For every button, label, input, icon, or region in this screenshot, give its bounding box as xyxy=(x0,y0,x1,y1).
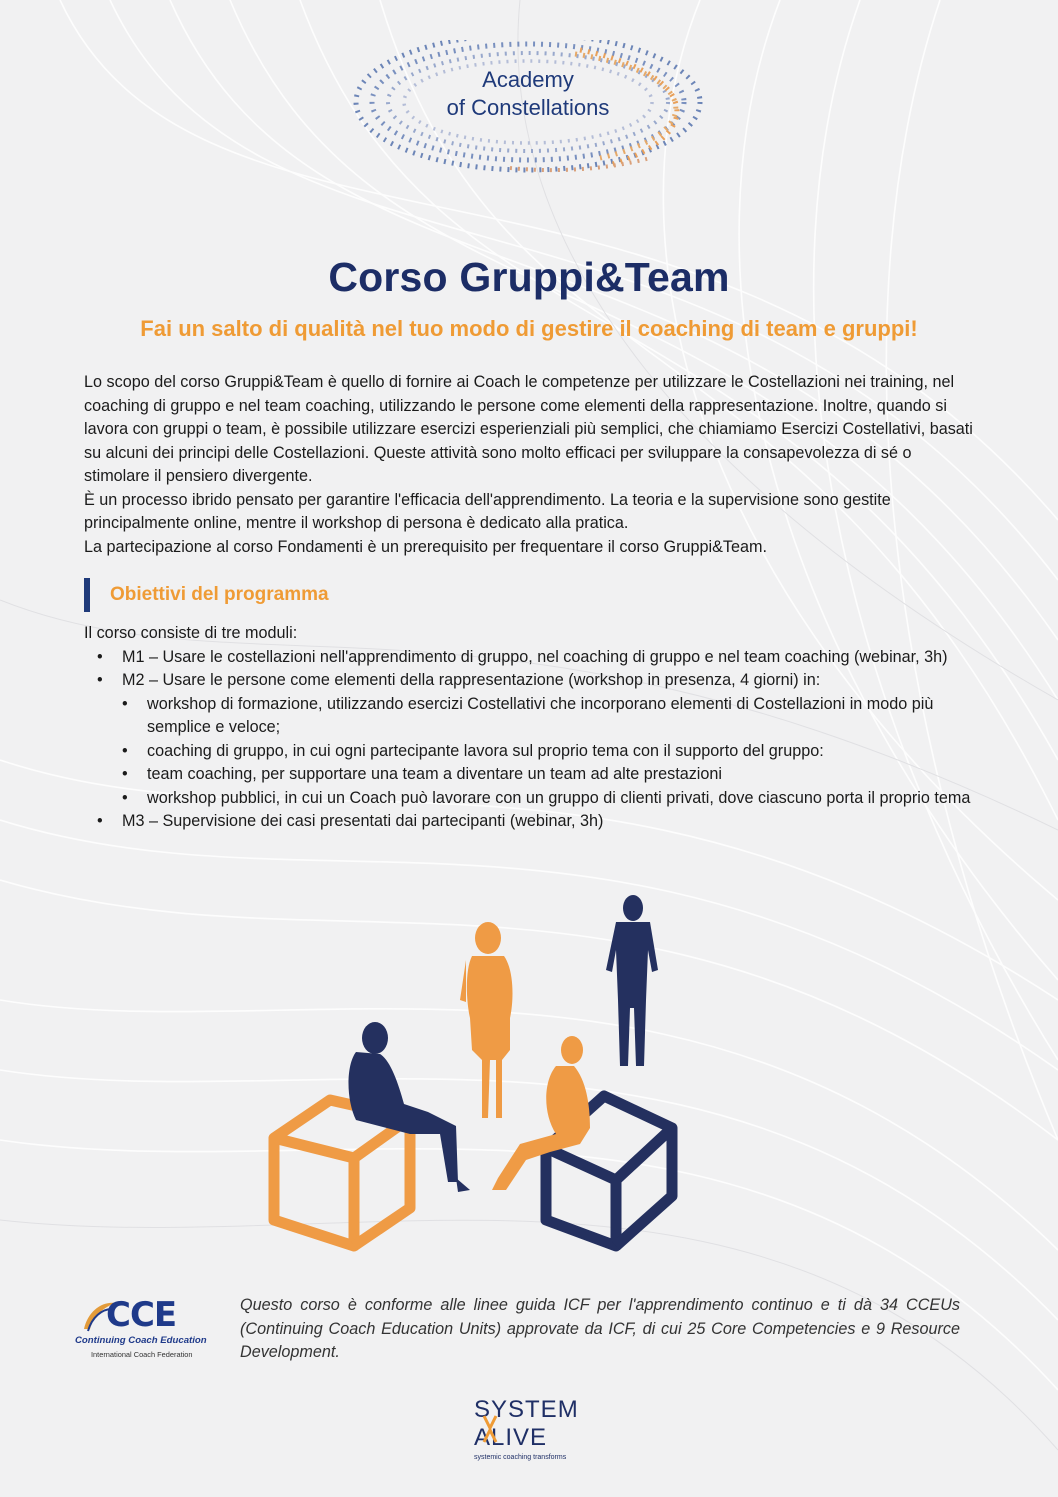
page-title: Corso Gruppi&Team xyxy=(328,254,730,300)
academy-logo xyxy=(350,40,710,200)
module-m2-item: • workshop di formazione, utilizzando esercizi Costellativi che incorporano elementi di Costellazioni in modo più semplice e veloce; xyxy=(122,693,984,740)
cce-logo xyxy=(72,1295,212,1365)
standing-woman-icon xyxy=(460,922,512,1118)
module-m3: • M3 – Supervisione dei casi presentati dai partecipanti (webinar, 3h) xyxy=(84,810,984,834)
module-m2-item: • coaching di gruppo, in cui ogni partecipante lavora sul proprio tema con il supporto del gruppo: xyxy=(122,740,984,764)
logo-title-line1: Academy xyxy=(482,67,574,92)
icf-accreditation-note: Questo corso è conforme alle linee guida ICF per l'apprendimento continuo e ti dà 34 CCEUs (Continuing Coach Education Units) approvate da ICF, di cui 25 Core Competencies e 9 Resource Development. xyxy=(240,1296,960,1361)
system-alive-logo xyxy=(470,1396,590,1466)
team-silhouettes-illustration xyxy=(260,890,700,1260)
standing-man-icon xyxy=(606,895,658,1066)
section-title-objectives: Obiettivi del programma xyxy=(110,584,329,605)
modules-lead: Il corso consiste di tre moduli: xyxy=(84,624,298,642)
modules-list xyxy=(84,622,984,834)
system-alive-line2: ALIVE xyxy=(474,1424,548,1451)
cce-wordmark: CCE xyxy=(106,1295,177,1335)
module-m2 xyxy=(84,669,984,810)
module-m2-item: • workshop pubblici, in cui un Coach può lavorare con un gruppo di clienti privati, dove ciascuno porta il proprio tema xyxy=(122,787,984,811)
system-alive-line1: SYSTEM xyxy=(474,1396,579,1423)
cce-subtitle: Continuing Coach Education xyxy=(75,1335,207,1346)
system-alive-tagline: systemic coaching transforms xyxy=(474,1454,567,1461)
module-m2-label: M2 – Usare le persone come elementi della rappresentazione (workshop in presenza, 4 giorni) in: xyxy=(122,671,821,689)
cce-organization: International Coach Federation xyxy=(91,1350,193,1359)
module-m2-item: • team coaching, per supportare una team a diventare un team ad alte prestazioni xyxy=(122,763,984,787)
system-alive-accent-icon xyxy=(482,1414,498,1444)
logo-title-line2: of Constellations xyxy=(446,95,610,120)
page-subtitle: Fai un salto di qualità nel tuo modo di gestire il coaching di team e gruppi! xyxy=(140,316,918,341)
intro-text xyxy=(84,371,980,559)
intro-paragraph: È un processo ibrido pensato per garantire l'efficacia dell'apprendimento. La teoria e la supervisione sono gestite principalmente online, mentre il workshop di persona è dedicato alla pratica. xyxy=(84,490,891,532)
module-m1: • M1 – Usare le costellazioni nell'apprendimento di gruppo, nel coaching di gruppo e nel team coaching (webinar, 3h) xyxy=(84,646,984,670)
intro-paragraph: Lo scopo del corso Gruppi&Team è quello di fornire ai Coach le competenze per utilizzare le Costellazioni nei training, nel coaching di gruppo e nel team coaching, utilizzando le persone come elementi della rappresentazione. Inoltre, quando si lavora con gruppi o team, è possibile utilizzare esercizi esperienziali più semplici, che chiamiamo Esercizi Costellativi, basati su alcuni dei principi delle Costellazioni. Queste attività sono molto efficaci per sviluppare la consapevolezza di sé o stimolare il pensiero divergente. xyxy=(84,373,973,485)
intro-paragraph: La partecipazione al corso Fondamenti è un prerequisito per frequentare il corso Gruppi&Team. xyxy=(84,537,767,556)
section-accent-bar xyxy=(84,578,90,612)
